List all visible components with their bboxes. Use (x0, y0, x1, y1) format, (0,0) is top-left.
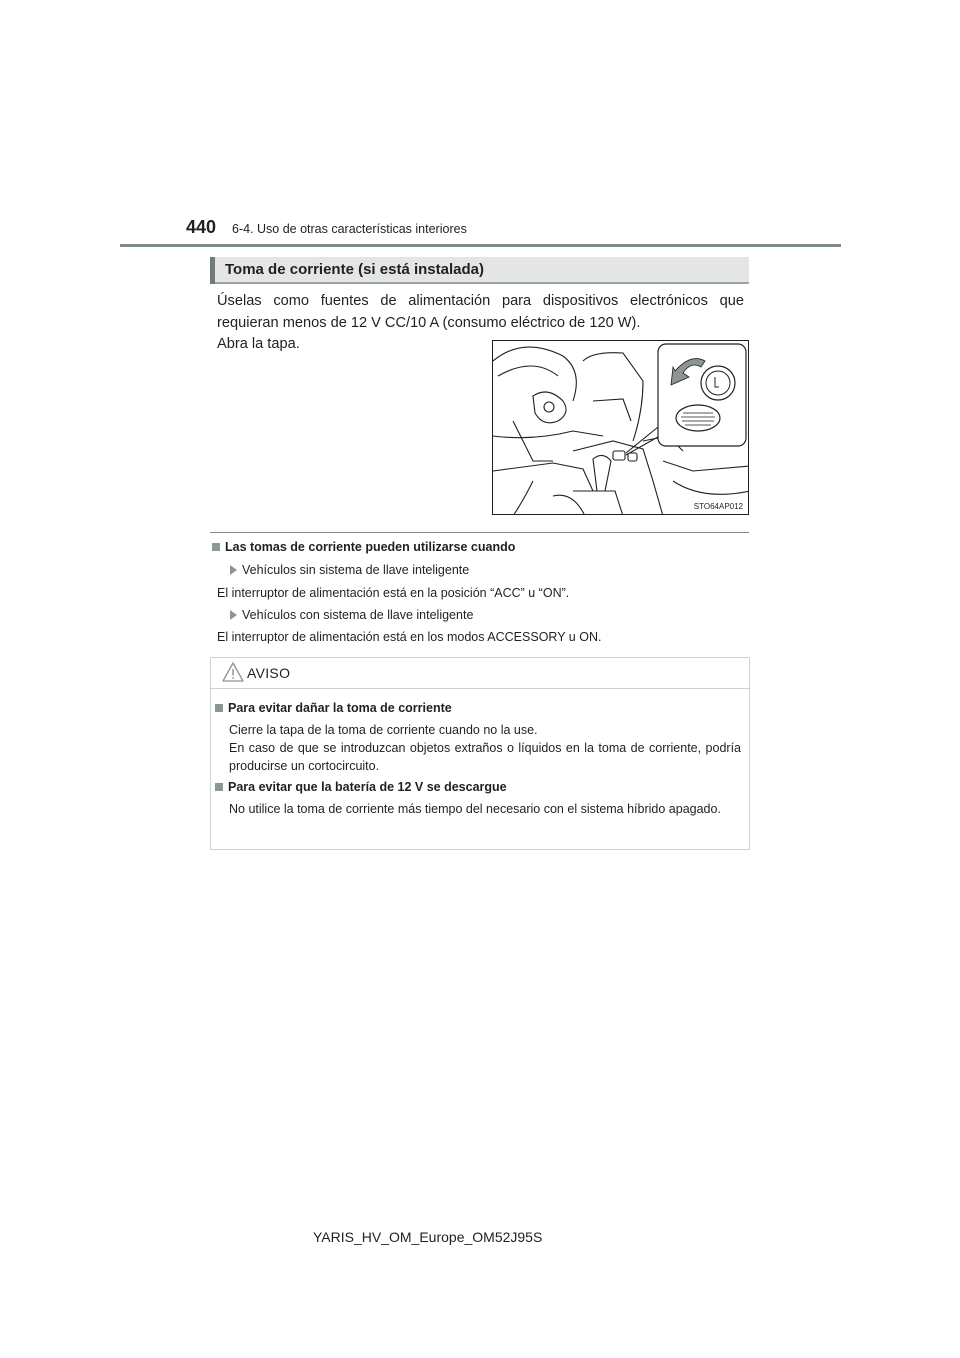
footer-doc-id: YARIS_HV_OM_Europe_OM52J95S (313, 1229, 543, 1245)
warning-box (210, 657, 750, 850)
note-item-label (230, 608, 473, 622)
warning-item-text: Cierre la tapa de la toma de corriente cuando no la use. (229, 723, 538, 737)
figure-code: STO64AP012 (693, 502, 743, 511)
section-title: Toma de corriente (si está instalada) (225, 261, 484, 278)
header-rule (120, 244, 841, 247)
warning-header-rule (211, 688, 749, 689)
note-item-label (230, 563, 469, 577)
square-bullet-icon (212, 543, 220, 551)
triangle-bullet-icon (230, 610, 237, 620)
note-heading-text: Las tomas de corriente pueden utilizarse cuando (225, 540, 516, 554)
note-item-label-text: Vehículos con sistema de llave inteligente (242, 608, 474, 622)
note-item-text: El interruptor de alimentación está en los modos ACCESSORY u ON. (217, 630, 602, 644)
chapter-header: 6-4. Uso de otras características interiores (232, 222, 467, 236)
note-separator (210, 532, 749, 533)
power-outlet-illustration (492, 340, 749, 515)
warning-title: AVISO (247, 665, 291, 681)
note-item-text: El interruptor de alimentación está en la posición “ACC” u “ON”. (217, 586, 570, 600)
warning-item-heading-text: Para evitar dañar la toma de corriente (228, 701, 452, 715)
warning-item-text: No utilice la toma de corriente más tiempo del necesario con el sistema híbrido apagado. (229, 802, 721, 816)
dashboard-drawing (493, 341, 749, 515)
note-heading (212, 540, 515, 554)
section-title-bar (210, 257, 749, 284)
warning-item-text: En caso de que se introduzcan objetos extraños o líquidos en la toma de corriente, podría producirse un cortocircuito. (229, 741, 741, 773)
note-item-label-text: Vehículos sin sistema de llave inteligente (242, 563, 470, 577)
warning-item-heading (215, 701, 452, 715)
warning-item-heading (215, 780, 507, 794)
page-number: 440 (186, 217, 217, 237)
square-bullet-icon (215, 704, 223, 712)
intro-paragraph: Úselas como fuentes de alimentación para dispositivos electrónicos que requieran menos de 12 V CC/10 A (consumo eléctrico de 120 W). (217, 293, 744, 331)
instruction-open-cap: Abra la tapa. (217, 336, 300, 352)
section-bar-accent (210, 257, 215, 284)
triangle-bullet-icon (230, 565, 237, 575)
warning-item-heading-text: Para evitar que la batería de 12 V se descargue (228, 780, 507, 794)
warning-triangle-icon (222, 662, 244, 682)
square-bullet-icon (215, 783, 223, 791)
